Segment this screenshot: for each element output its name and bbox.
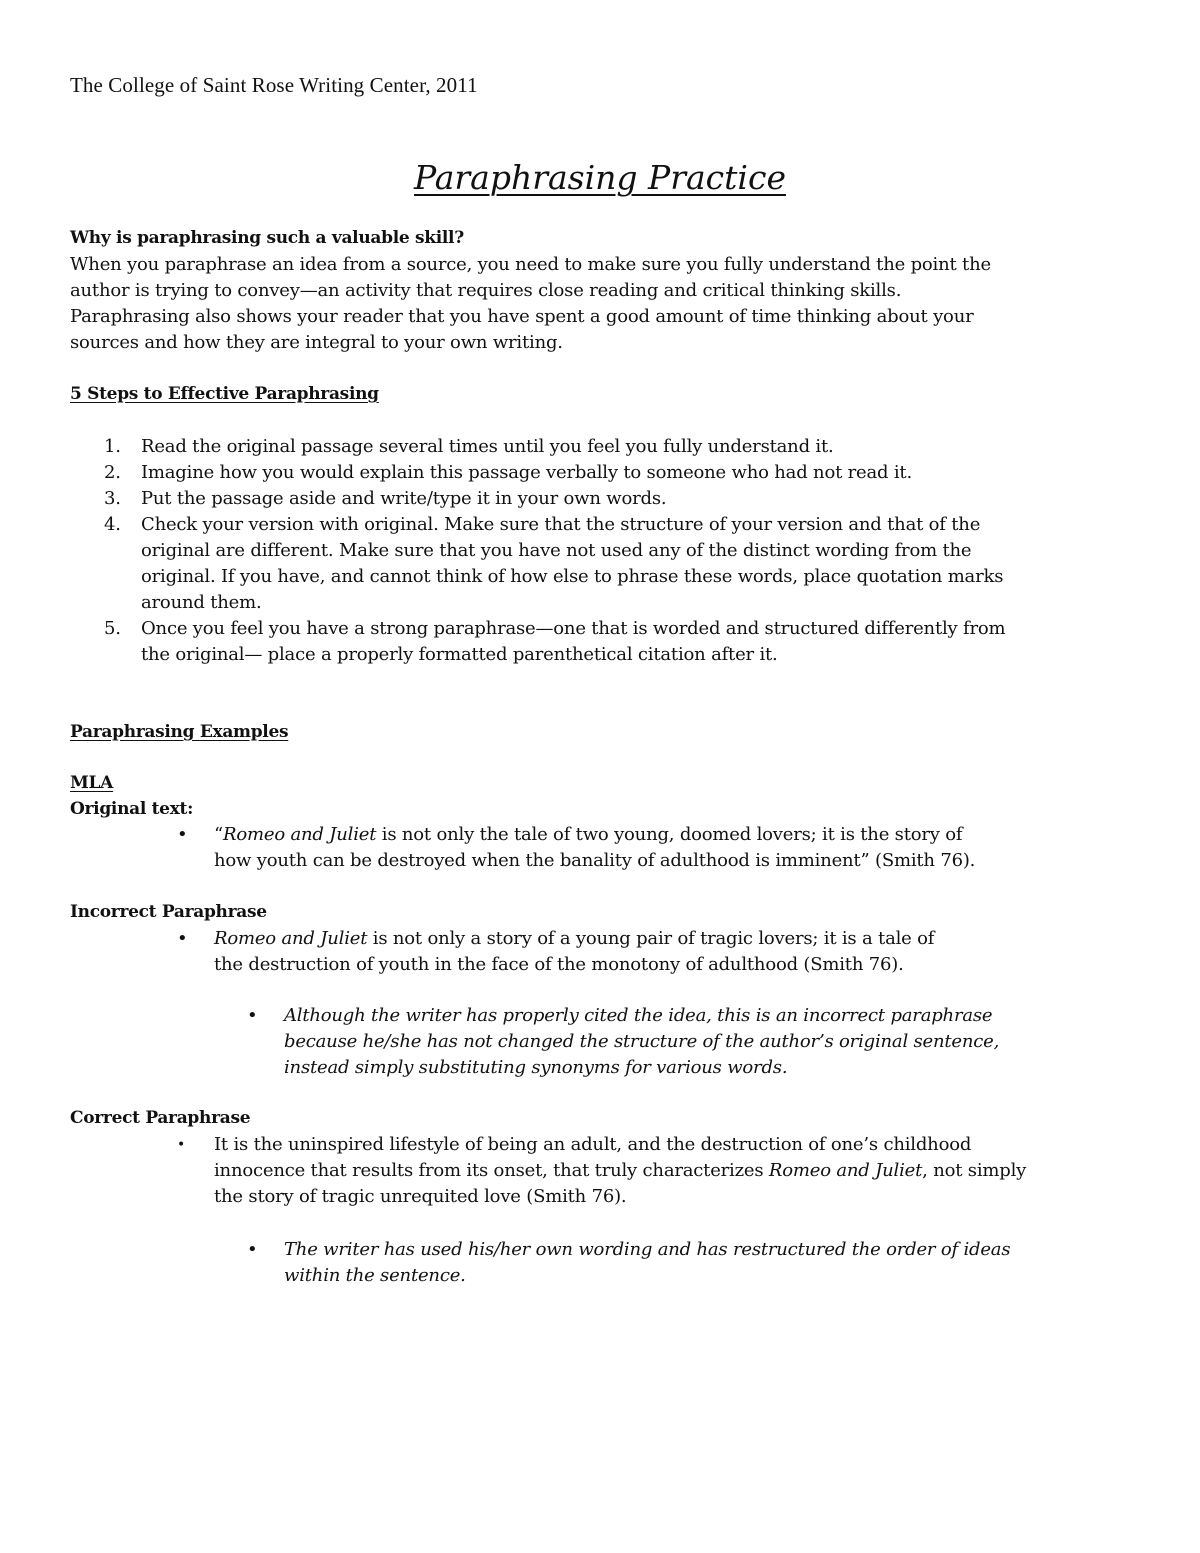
step-text: original are different. Make sure that you have not used any of the distinct wording from the (141, 540, 972, 561)
note-line: The writer has used his/her own wording and has restructured the order of ideas (284, 1239, 1011, 1260)
step-number: 5. (104, 618, 121, 639)
step-number: 3. (104, 488, 121, 509)
bullet-icon: • (247, 1239, 258, 1260)
work-title: Romeo and Juliet (223, 824, 377, 845)
bullet-icon: • (177, 824, 188, 845)
page-title-text: Paraphrasing Practice (414, 158, 786, 197)
correct-line: It is the uninspired lifestyle of being an adult, and the destruction of one’s childhood (214, 1134, 972, 1155)
correct-line-after: , not simply (922, 1160, 1027, 1181)
note-line: because he/she has not changed the structure of the author’s original sentence, (284, 1031, 1000, 1052)
original-line: how youth can be destroyed when the banality of adulthood is imminent” (Smith 76). (214, 850, 976, 871)
open-quote: “ (214, 824, 224, 845)
step-text: Check your version with original. Make sure that the structure of your version and that of the (141, 514, 981, 535)
why-line: Paraphrasing also shows your reader that you have spent a good amount of time thinking about your (70, 306, 974, 327)
work-title: Romeo and Juliet (214, 928, 368, 949)
list-item (104, 460, 1134, 486)
why-line: author is trying to convey—an activity that requires close reading and critical thinking skills. (70, 280, 902, 301)
why-line: sources and how they are integral to your own writing. (70, 332, 563, 353)
step-number: 2. (104, 462, 121, 483)
mla-label: MLA (70, 773, 114, 793)
original-line (214, 822, 1114, 848)
document-header: The College of Saint Rose Writing Center, 2011 (70, 73, 478, 97)
incorrect-paraphrase-label: Incorrect Paraphrase (70, 902, 267, 922)
why-heading: Why is paraphrasing such a valuable skill? (70, 228, 464, 248)
incorrect-note (247, 1003, 1144, 1081)
steps-list (104, 434, 1134, 668)
correct-line (214, 1158, 1144, 1184)
step-text: Imagine how you would explain this passage verbally to someone who had not read it. (141, 462, 912, 483)
step-text: around them. (141, 592, 262, 613)
incorrect-paraphrase (177, 926, 1114, 978)
step-text: Put the passage aside and write/type it in your own words. (141, 488, 667, 509)
list-item (104, 616, 1134, 668)
original-line-rest: is not only the tale of two young, doomed lovers; it is the story of (376, 824, 963, 845)
bullet-icon: • (177, 928, 188, 949)
why-line: When you paraphrase an idea from a source, you need to make sure you fully understand the point the (70, 254, 991, 275)
step-number: 4. (104, 514, 121, 535)
correct-note (247, 1237, 1144, 1289)
note-line: within the sentence. (284, 1265, 466, 1286)
incorrect-line: the destruction of youth in the face of the monotony of adulthood (Smith 76). (214, 954, 904, 975)
note-line: instead simply substituting synonyms for various words. (284, 1057, 788, 1078)
list-item (104, 512, 1134, 616)
correct-line: the story of tragic unrequited love (Smith 76). (214, 1186, 627, 1207)
list-item (104, 486, 1134, 512)
steps-heading: 5 Steps to Effective Paraphrasing (70, 384, 379, 404)
step-text: original. If you have, and cannot think of how else to phrase these words, place quotation marks (141, 566, 1004, 587)
page-title (0, 158, 1200, 197)
step-text: Once you feel you have a strong paraphrase—one that is worded and structured differently from (141, 618, 1006, 639)
bullet-icon: • (247, 1005, 258, 1026)
correct-paraphrase-label: Correct Paraphrase (70, 1108, 251, 1128)
list-item (104, 434, 1134, 460)
examples-heading: Paraphrasing Examples (70, 722, 289, 742)
incorrect-line-rest: is not only a story of a young pair of tragic lovers; it is a tale of (367, 928, 935, 949)
original-quote (177, 822, 1114, 874)
step-text: the original— place a properly formatted parenthetical citation after it. (141, 644, 778, 665)
note-line: Although the writer has properly cited the idea, this is an incorrect paraphrase (284, 1005, 993, 1026)
original-text-label: Original text: (70, 799, 194, 819)
incorrect-line (214, 926, 1114, 952)
work-title: Romeo and Juliet (768, 1160, 923, 1181)
step-text: Read the original passage several times until you feel you fully understand it. (141, 436, 834, 457)
step-number: 1. (104, 436, 121, 457)
correct-paraphrase (177, 1132, 1144, 1210)
bullet-icon: • (177, 1137, 186, 1153)
correct-line-before: innocence that results from its onset, that truly characterizes (214, 1160, 769, 1181)
why-paragraph (70, 252, 1130, 356)
